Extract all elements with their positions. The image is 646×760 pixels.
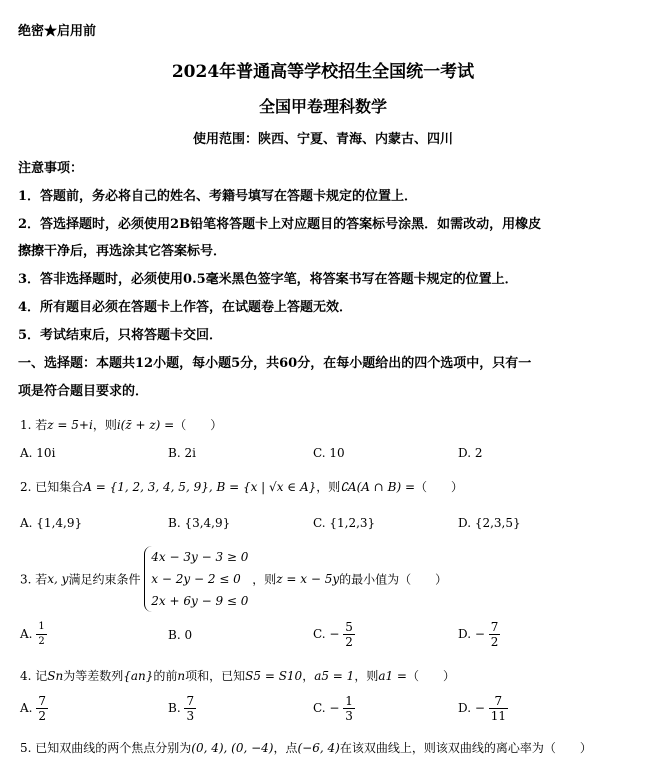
question-1: 1. 若z = 5+i，则i(z̄ + z) =（ ） xyxy=(20,418,223,432)
q1-option-d: D. 2 xyxy=(458,446,483,460)
q1-option-c: C. 10 xyxy=(313,446,345,460)
q2-option-b: B. {3,4,9} xyxy=(168,516,231,530)
q4-option-b: B. $\frac{7}{3}$ xyxy=(168,694,195,723)
question-3: 3. 若x, y满足约束条件 4x − 3y − 3 ≥ 0 x − 2y − 2 ≤ 0 2x + 6y − 9 ≤ 0 ，则z = x − 5y的最小值为（ ） xyxy=(20,546,447,612)
exam-title: 2024年普通高等学校招生全国统一考试 xyxy=(171,62,475,82)
q3-option-d: D. − $\frac{7}{2}$ xyxy=(458,620,499,649)
notes-heading: 注意事项： xyxy=(18,161,84,176)
q2-option-c: C. {1,2,3} xyxy=(313,516,376,530)
exam-scope: 使用范围：陕西、宁夏、青海、内蒙古、四川 xyxy=(192,132,453,147)
question-4: 4. 记Sn为等差数列{an}的前n项和，已知S5 = S10，a5 = 1，则a1 =（ ） xyxy=(20,669,456,683)
question-5: 5. 已知双曲线的两个焦点分别为(0, 4), (0, −4)，点(−6, 4)在该双曲线上，则该双曲线的离心率为（ ） xyxy=(20,741,592,755)
q3-option-b: B. 0 xyxy=(168,628,193,642)
section-heading: 一、选择题：本题共12小题，每小题5分，共60分，在每小题给出的四个选项中，只有一 xyxy=(18,356,532,371)
note-item: 5．考试结束后，只将答题卡交回． xyxy=(18,328,223,343)
note-item: 1．答题前，务必将自己的姓名、考籍号填写在答题卡规定的位置上． xyxy=(18,189,418,204)
q3-option-c: C. − $\frac{5}{2}$ xyxy=(313,620,353,649)
note-item: 3．答非选择题时，必须使用0.5毫米黑色签字笔，将答案书写在答题卡规定的位置上． xyxy=(18,272,518,287)
note-item: 4．所有题目必须在答题卡上作答，在试题卷上答题无效． xyxy=(18,300,353,315)
note-item: 2．答选择题时，必须使用2B铅笔将答题卡上对应题目的答案标号涂黑．如需改动，用橡皮 xyxy=(18,217,542,232)
q2-option-d: D. {2,3,5} xyxy=(458,516,521,530)
q3-option-a: A. $\frac{1}{2}$ xyxy=(20,621,45,647)
q2-option-a: A. {1,4,9} xyxy=(20,516,83,530)
note-item: 擦擦干净后，再选涂其它答案标号． xyxy=(18,244,227,259)
question-2: 2. 已知集合A = {1, 2, 3, 4, 5, 9}, B = {x | √x ∈ A}，则∁A(A ∩ B) =（ ） xyxy=(20,480,464,494)
exam-subtitle: 全国甲卷理科数学 xyxy=(258,97,387,116)
q1-option-b: B. 2i xyxy=(168,446,196,460)
q1-option-a: A. 10i xyxy=(20,446,56,460)
q4-option-d: D. − $\frac{7}{11}$ xyxy=(458,694,506,723)
secret-label: 绝密★启用前 xyxy=(18,24,97,39)
constraint-system: 4x − 3y − 3 ≥ 0 x − 2y − 2 ≤ 0 2x + 6y − 9 ≤ 0 xyxy=(144,546,248,612)
q4-option-c: C. − $\frac{1}{3}$ xyxy=(313,694,353,723)
q4-option-a: A. $\frac{7}{2}$ xyxy=(20,694,46,723)
section-heading-cont: 项是符合题目要求的． xyxy=(18,384,149,399)
